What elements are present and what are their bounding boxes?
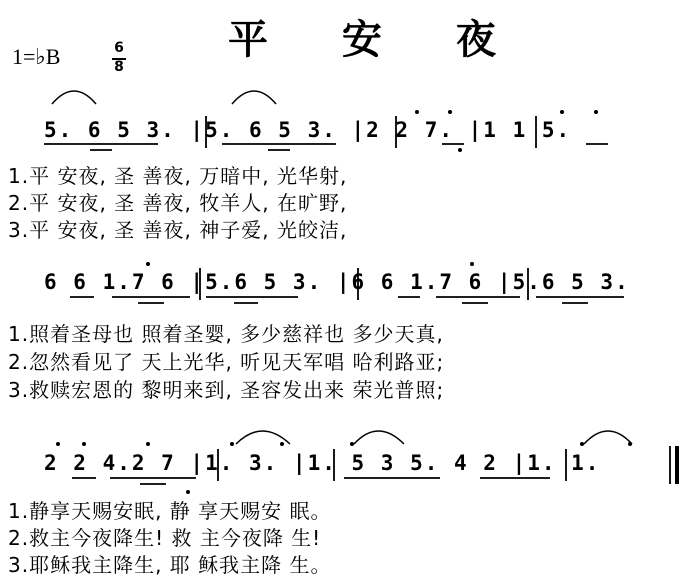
notation-line-2: 6 6 1.7 6 |5.6 5 3. |6 6 1.7 6 |5.6 5 3. (44, 270, 630, 294)
octave-dot (560, 110, 564, 114)
octave-dot (448, 110, 452, 114)
slur (52, 91, 96, 104)
octave-dot (230, 442, 234, 446)
octave-dot (580, 442, 584, 446)
key-signature: 1=♭B (12, 44, 61, 69)
octave-dot (280, 442, 284, 446)
octave-dot (146, 262, 150, 266)
lyric-line: 3.耶稣我主降生, 耶 稣我主降 生。 (8, 553, 332, 577)
slur (232, 91, 276, 104)
lyric-line: 2.平 安夜, 圣 善夜, 牧羊人, 在旷野, (8, 191, 348, 215)
lyric-line: 3.平 安夜, 圣 善夜, 神子爱, 光皎洁, (8, 218, 348, 242)
octave-dot (594, 110, 598, 114)
lyric-line: 1.照着圣母也 照着圣婴, 多少慈祥也 多少天真, (8, 322, 444, 346)
slur (354, 431, 404, 444)
final-bar (675, 446, 679, 484)
page-title: 平 安 夜 (228, 16, 526, 63)
lyric-line: 1.静享天赐安眠, 静 享天赐安 眠。 (8, 499, 332, 523)
meter-denominator: 8 (114, 59, 124, 75)
lyric-line: 2.忽然看见了 天上光华, 听见天军唱 哈利路亚; (8, 350, 445, 374)
lyric-line: 3.救赎宏恩的 黎明来到, 圣容发出来 荣光普照; (8, 378, 445, 402)
notation-line-3: 2 2 4.2 7 |1. 3. |1. 5 3 5. 4 2 |1. 1. (44, 451, 601, 475)
slur (584, 431, 632, 444)
octave-dot (458, 148, 462, 152)
lyric-line: 2.救主今夜降生! 救 主今夜降 生! (8, 526, 322, 550)
octave-dot (186, 490, 190, 494)
meter-numerator: 6 (114, 40, 124, 56)
notation-line-1: 5. 6 5 3. |5. 6 5 3. |2 2 7. |1 1 5. (44, 118, 572, 142)
octave-dot (56, 442, 60, 446)
octave-dot (146, 442, 150, 446)
octave-dot (415, 110, 419, 114)
octave-dot (350, 442, 354, 446)
lyric-line: 1.平 安夜, 圣 善夜, 万暗中, 光华射, (8, 164, 348, 188)
octave-dot (628, 442, 632, 446)
octave-dot (470, 262, 474, 266)
octave-dot (82, 442, 86, 446)
